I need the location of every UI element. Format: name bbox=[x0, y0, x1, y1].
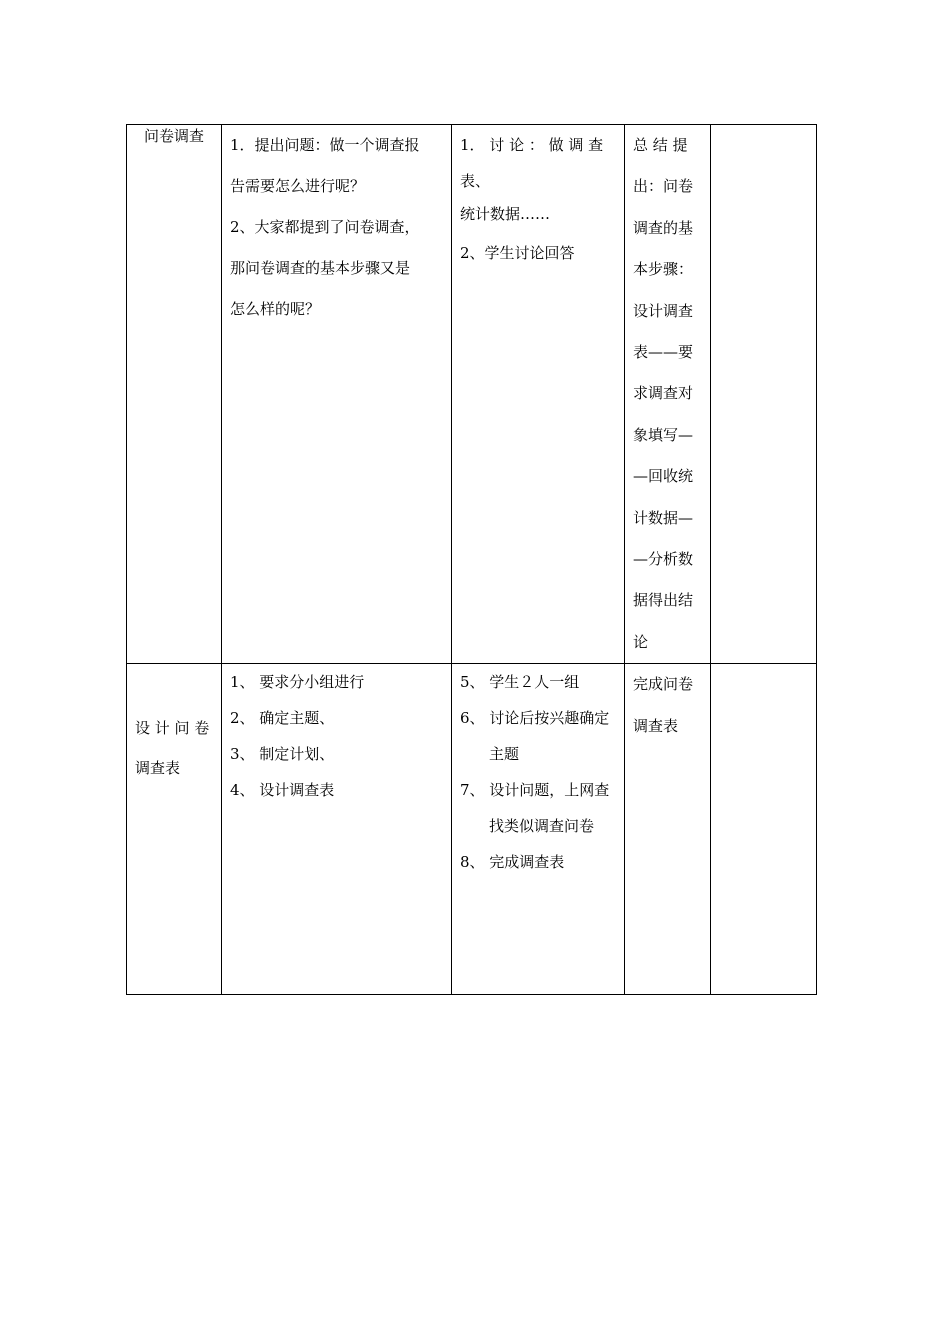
teacher-line: 那问卷调查的基本步骤又是 bbox=[230, 259, 411, 277]
teacher-line: 2、大家都提到了问卷调查， bbox=[230, 218, 420, 236]
stage-label: 设 计 问 卷 bbox=[135, 719, 210, 738]
intent-line: 出：问卷 bbox=[633, 177, 694, 196]
teacher-activity-cell bbox=[222, 125, 452, 664]
student-line: 统计数据…… bbox=[460, 205, 551, 223]
teacher-activity-cell bbox=[222, 664, 452, 995]
teacher-line: 1．提出问题：做一个调查报 bbox=[230, 136, 420, 154]
intent-line: 象填写— bbox=[633, 425, 694, 444]
intent-line: 调查表 bbox=[633, 716, 679, 735]
teacher-line: 告需要怎么进行呢？ bbox=[230, 177, 366, 195]
teacher-line: 3、 制定计划、 bbox=[230, 745, 335, 764]
lesson-plan-table bbox=[126, 124, 817, 995]
intent-line: 总 结 提 bbox=[633, 136, 688, 154]
intent-line: 计数据— bbox=[633, 508, 694, 527]
table-row bbox=[127, 125, 817, 664]
student-line: 8、 完成调查表 bbox=[460, 853, 565, 872]
teacher-line: 怎么样的呢？ bbox=[230, 300, 321, 318]
intent-line: 调查的基 bbox=[633, 218, 694, 237]
intent-line: 完成问卷 bbox=[633, 675, 694, 694]
notes-cell bbox=[711, 664, 817, 995]
design-intent-cell bbox=[625, 664, 711, 995]
student-activity-cell bbox=[452, 664, 625, 995]
table-row bbox=[127, 664, 817, 995]
notes-cell bbox=[711, 125, 817, 664]
teacher-line: 4、 设计调查表 bbox=[230, 781, 335, 800]
stage-cell bbox=[127, 664, 222, 995]
intent-line: —回收统 bbox=[633, 467, 694, 486]
student-activity-cell bbox=[452, 125, 625, 664]
student-line: 表、 bbox=[460, 172, 491, 190]
student-line: 7、 设计问题，上网查找类似调查问卷 bbox=[460, 781, 610, 836]
design-intent-cell bbox=[625, 125, 711, 664]
student-line: 5、 学生２人一组 bbox=[460, 673, 580, 692]
intent-line: 本步骤： bbox=[633, 260, 694, 279]
intent-line: 论 bbox=[633, 632, 649, 651]
intent-line: 设计调查 bbox=[633, 301, 694, 320]
intent-line: 据得出结 bbox=[633, 591, 694, 610]
teacher-line: 1、 要求分小组进行 bbox=[230, 673, 365, 692]
intent-line: 求调查对 bbox=[633, 384, 694, 403]
student-line: 6、 讨论后按兴趣确定主题 bbox=[460, 709, 610, 764]
student-line: 2、学生讨论回答 bbox=[460, 244, 575, 262]
teacher-line: 2、 确定主题、 bbox=[230, 709, 335, 728]
stage-cell bbox=[127, 125, 222, 664]
stage-label: 问卷调查 bbox=[143, 127, 204, 145]
student-line: 1． 讨 论 ： 做 调 查 bbox=[460, 136, 604, 154]
intent-line: —分析数 bbox=[633, 550, 694, 569]
stage-label: 调查表 bbox=[135, 759, 181, 778]
intent-line: 表——要 bbox=[633, 343, 694, 362]
